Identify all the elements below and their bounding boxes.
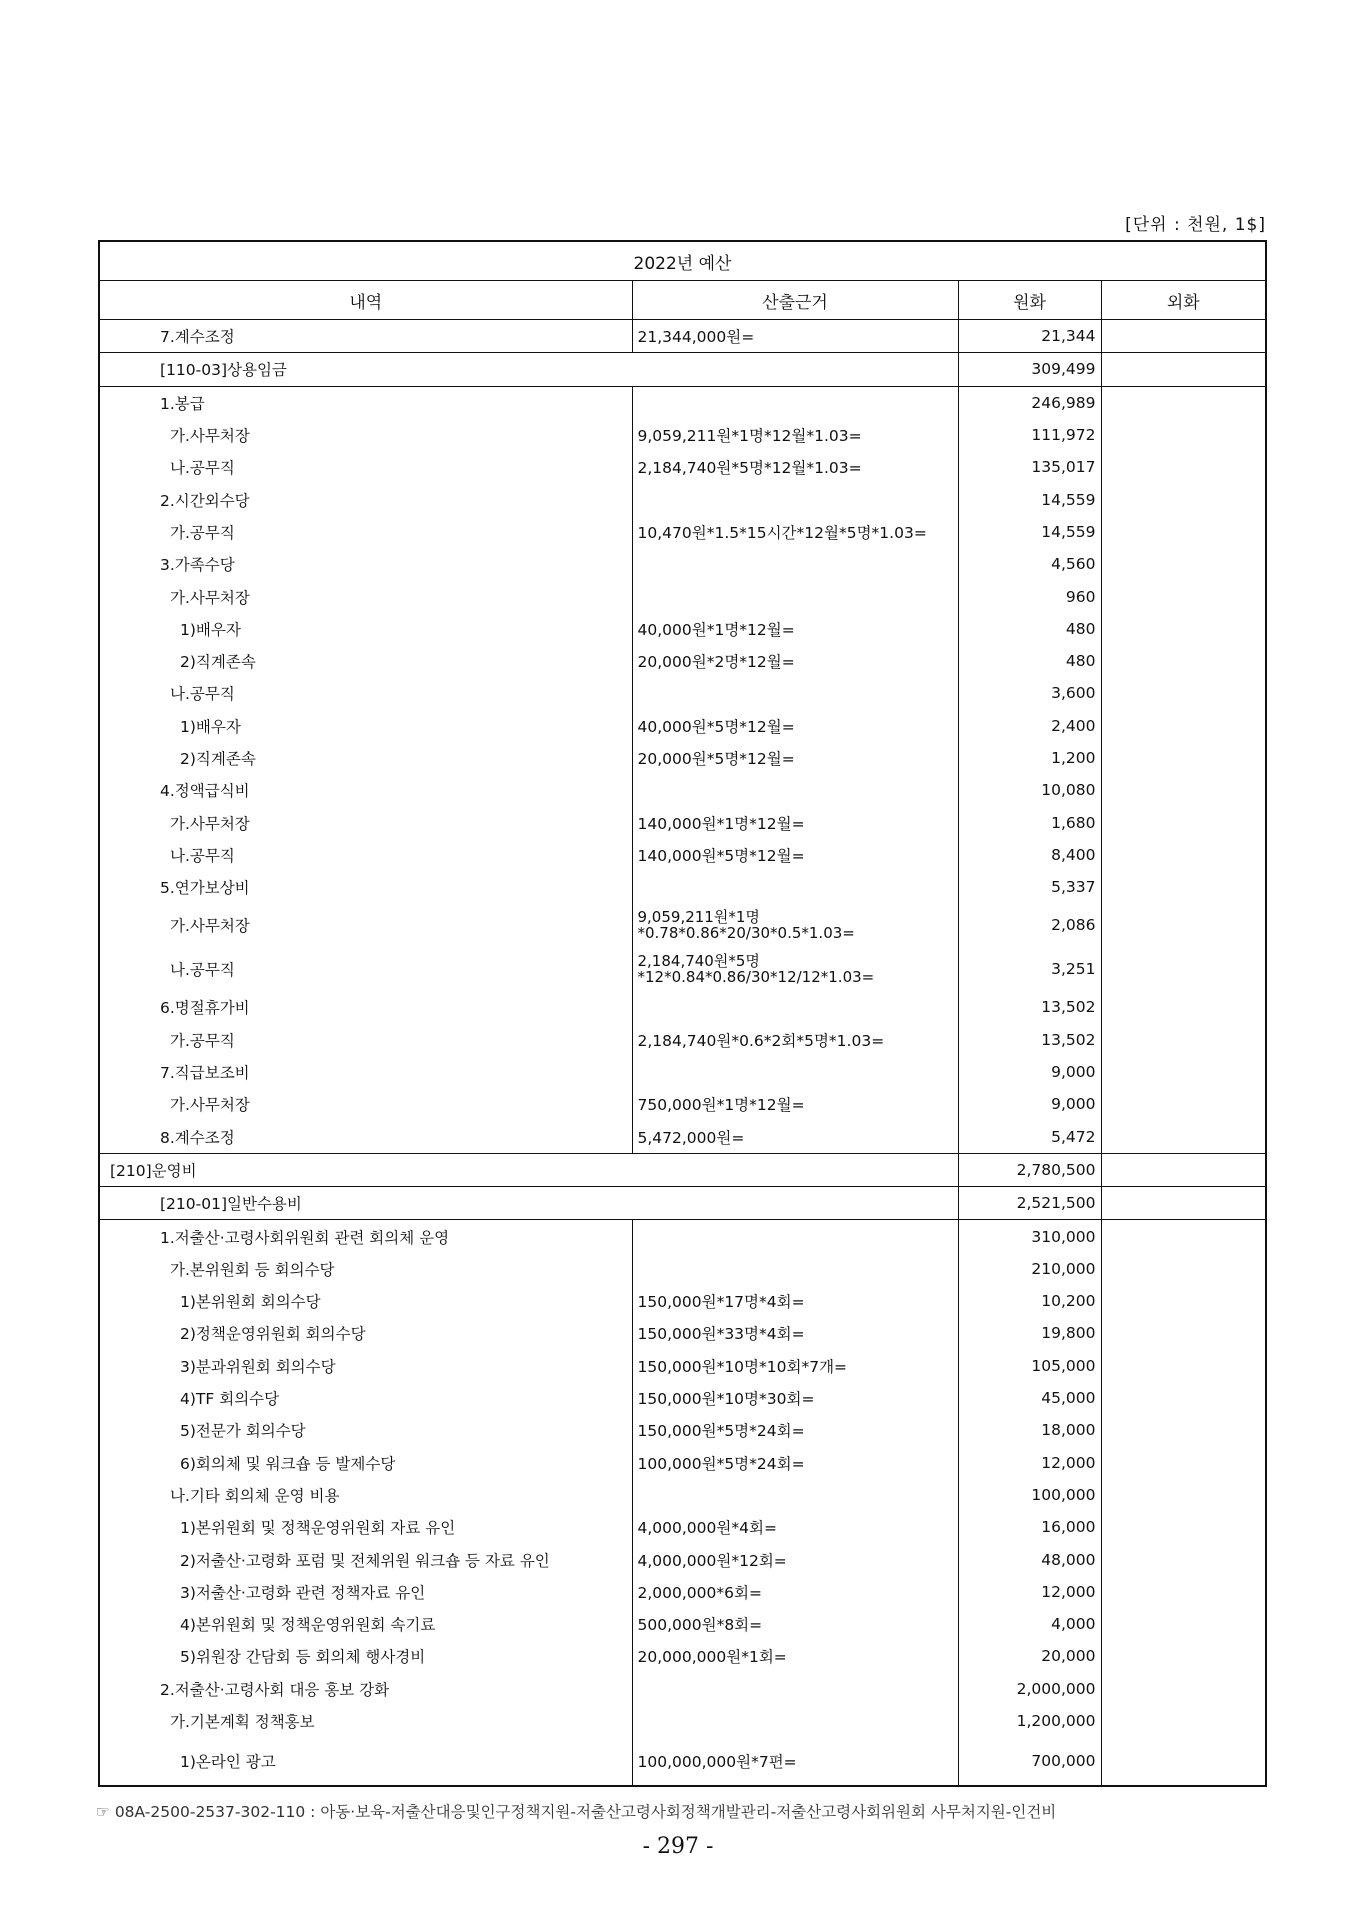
- table-row: [99, 580, 1266, 612]
- row-basis: [632, 386, 958, 419]
- row-krw: 960: [958, 580, 1101, 612]
- row-krw: 1,680: [958, 806, 1101, 838]
- row-krw: 111,972: [958, 419, 1101, 451]
- table-header-row: [99, 281, 1266, 320]
- footnote: ☞ 08A-2500-2537-302-110 : 아동·보육-저출산대응및인구정책지원-저출산고령사회정책개발관리-저출산고령사회위원회 사무처지원-인건비: [96, 1803, 1057, 1821]
- row-fx: [1101, 839, 1266, 871]
- row-fx: [1101, 1350, 1266, 1382]
- page-number: - 297 -: [642, 1834, 714, 1859]
- table-row: [99, 947, 1266, 991]
- row-krw: 5,472: [958, 1121, 1101, 1154]
- row-item: 5)전문가 회의수당: [99, 1414, 632, 1446]
- row-item: 나.기타 회의체 운영 비용: [99, 1479, 632, 1511]
- row-fx: [1101, 1673, 1266, 1705]
- row-krw: 45,000: [958, 1382, 1101, 1414]
- row-basis: [632, 548, 958, 580]
- row-krw: 246,989: [958, 386, 1101, 419]
- row-item: 7.계수조정: [99, 320, 632, 353]
- row-krw: 16,000: [958, 1511, 1101, 1543]
- row-basis: [632, 1705, 958, 1737]
- row-fx: [1101, 806, 1266, 838]
- row-item: 가.공무직: [99, 1024, 632, 1056]
- row-krw: 1,200,000: [958, 1705, 1101, 1737]
- row-fx: [1101, 1543, 1266, 1575]
- row-fx: [1101, 742, 1266, 774]
- row-basis: 20,000원*2명*12월=: [632, 645, 958, 677]
- row-basis: [632, 1056, 958, 1088]
- row-fx: [1101, 386, 1266, 419]
- table-title-row: [99, 241, 1266, 281]
- row-krw: 480: [958, 613, 1101, 645]
- row-basis: 10,470원*1.5*15시간*12월*5명*1.03=: [632, 516, 958, 548]
- row-krw: 8,400: [958, 839, 1101, 871]
- row-fx: [1101, 419, 1266, 451]
- row-fx: [1101, 710, 1266, 742]
- row-basis: [632, 483, 958, 515]
- table-row: [99, 774, 1266, 806]
- row-krw: 310,000: [958, 1220, 1101, 1253]
- row-krw: 480: [958, 645, 1101, 677]
- row-fx: [1101, 645, 1266, 677]
- row-basis: [632, 1253, 958, 1285]
- row-fx: [1101, 483, 1266, 515]
- row-basis: 2,184,740원*5명*12월*1.03=: [632, 451, 958, 483]
- row-krw: 700,000: [958, 1737, 1101, 1786]
- row-basis: 5,472,000원=: [632, 1121, 958, 1154]
- row-item: 2)직계존속: [99, 645, 632, 677]
- table-row: [99, 1640, 1266, 1672]
- row-fx: [1101, 1220, 1266, 1253]
- row-item: 나.공무직: [99, 839, 632, 871]
- table-row: [99, 1187, 1266, 1220]
- row-basis: 150,000원*10명*30회=: [632, 1382, 958, 1414]
- table-row: [99, 1414, 1266, 1446]
- row-basis: [632, 774, 958, 806]
- row-fx: [1101, 613, 1266, 645]
- header-krw: 원화: [958, 281, 1101, 320]
- row-item: 나.공무직: [99, 451, 632, 483]
- row-krw: 12,000: [958, 1576, 1101, 1608]
- row-item: 1)온라인 광고: [99, 1737, 632, 1786]
- row-krw: 3,600: [958, 677, 1101, 709]
- row-fx: [1101, 1024, 1266, 1056]
- row-basis: 150,000원*17명*4회=: [632, 1285, 958, 1317]
- row-krw: 12,000: [958, 1447, 1101, 1479]
- row-basis: 21,344,000원=: [632, 320, 958, 353]
- row-item: 6.명절휴가비: [99, 991, 632, 1023]
- row-krw: 2,000,000: [958, 1673, 1101, 1705]
- row-fx: [1101, 774, 1266, 806]
- row-fx: [1101, 1705, 1266, 1737]
- row-fx: [1101, 451, 1266, 483]
- row-fx: [1101, 1737, 1266, 1786]
- row-krw: 20,000: [958, 1640, 1101, 1672]
- row-fx: [1101, 580, 1266, 612]
- table-row: [99, 483, 1266, 515]
- row-fx: [1101, 1121, 1266, 1154]
- row-basis: 4,000,000원*4회=: [632, 1511, 958, 1543]
- row-fx: [1101, 320, 1266, 353]
- table-row: [99, 1576, 1266, 1608]
- table-row: [99, 419, 1266, 451]
- row-item: [210-01]일반수용비: [99, 1187, 958, 1220]
- row-item: [110-03]상용임금: [99, 353, 958, 386]
- row-fx: [1101, 1511, 1266, 1543]
- table-row: [99, 1088, 1266, 1120]
- row-basis: 2,184,740원*0.6*2회*5명*1.03=: [632, 1024, 958, 1056]
- row-basis: 100,000,000원*7편=: [632, 1737, 958, 1786]
- table-row: [99, 320, 1266, 353]
- row-krw: 100,000: [958, 1479, 1101, 1511]
- row-item: 나.공무직: [99, 947, 632, 991]
- row-krw: 2,400: [958, 710, 1101, 742]
- row-basis: [632, 677, 958, 709]
- row-fx: [1101, 1187, 1266, 1220]
- row-item: 2.시간외수당: [99, 483, 632, 515]
- row-basis: 2,000,000*6회=: [632, 1576, 958, 1608]
- row-krw: 105,000: [958, 1350, 1101, 1382]
- row-krw: 309,499: [958, 353, 1101, 386]
- row-krw: 3,251: [958, 947, 1101, 991]
- row-basis: 40,000원*5명*12월=: [632, 710, 958, 742]
- row-krw: 10,200: [958, 1285, 1101, 1317]
- row-item: 5.연가보상비: [99, 871, 632, 903]
- row-item: 1)배우자: [99, 710, 632, 742]
- row-item: [210]운영비: [99, 1153, 958, 1186]
- row-basis: 2,184,740원*5명*12*0.84*0.86/30*12/12*1.03=: [632, 947, 958, 991]
- row-basis: 150,000원*33명*4회=: [632, 1317, 958, 1349]
- table-row: [99, 1737, 1266, 1786]
- row-fx: [1101, 677, 1266, 709]
- table-row: [99, 1479, 1266, 1511]
- row-krw: 21,344: [958, 320, 1101, 353]
- row-item: 가.본위원회 등 회의수당: [99, 1253, 632, 1285]
- row-fx: [1101, 1253, 1266, 1285]
- row-basis: [632, 1220, 958, 1253]
- row-basis: 9,059,211원*1명*12월*1.03=: [632, 419, 958, 451]
- row-fx: [1101, 947, 1266, 991]
- table-row: [99, 386, 1266, 419]
- row-krw: 135,017: [958, 451, 1101, 483]
- row-basis: 150,000원*10명*10회*7개=: [632, 1350, 958, 1382]
- header-fx: 외화: [1101, 281, 1266, 320]
- row-krw: 13,502: [958, 991, 1101, 1023]
- row-fx: [1101, 871, 1266, 903]
- row-krw: 10,080: [958, 774, 1101, 806]
- table-row: [99, 1220, 1266, 1253]
- row-fx: [1101, 991, 1266, 1023]
- row-item: 4)TF 회의수당: [99, 1382, 632, 1414]
- row-item: 7.직급보조비: [99, 1056, 632, 1088]
- table-row: [99, 1317, 1266, 1349]
- table-title: 2022년 예산: [99, 241, 1266, 281]
- table-row: [99, 353, 1266, 386]
- row-krw: 2,521,500: [958, 1187, 1101, 1220]
- row-basis: [632, 991, 958, 1023]
- row-fx: [1101, 1447, 1266, 1479]
- table-row: [99, 903, 1266, 947]
- row-item: 나.공무직: [99, 677, 632, 709]
- row-krw: 9,000: [958, 1088, 1101, 1120]
- row-fx: [1101, 548, 1266, 580]
- header-item: 내역: [99, 281, 632, 320]
- row-item: 가.사무처장: [99, 1088, 632, 1120]
- row-krw: 14,559: [958, 483, 1101, 515]
- table-row: [99, 1253, 1266, 1285]
- row-basis: 40,000원*1명*12월=: [632, 613, 958, 645]
- row-item: 1)본위원회 회의수당: [99, 1285, 632, 1317]
- row-fx: [1101, 1153, 1266, 1186]
- row-krw: 9,000: [958, 1056, 1101, 1088]
- table-row: [99, 1121, 1266, 1154]
- row-item: 2.저출산·고령사회 대응 홍보 강화: [99, 1673, 632, 1705]
- row-basis: 140,000원*5명*12월=: [632, 839, 958, 871]
- table-row: [99, 1511, 1266, 1543]
- row-item: 1.봉급: [99, 386, 632, 419]
- row-fx: [1101, 1414, 1266, 1446]
- row-krw: 4,560: [958, 548, 1101, 580]
- row-fx: [1101, 1479, 1266, 1511]
- row-item: 2)정책운영위원회 회의수당: [99, 1317, 632, 1349]
- row-fx: [1101, 353, 1266, 386]
- row-item: 8.계수조정: [99, 1121, 632, 1154]
- row-krw: 13,502: [958, 1024, 1101, 1056]
- row-fx: [1101, 1640, 1266, 1672]
- row-fx: [1101, 1608, 1266, 1640]
- row-item: 4.정액급식비: [99, 774, 632, 806]
- row-item: 가.사무처장: [99, 903, 632, 947]
- row-item: 가.사무처장: [99, 580, 632, 612]
- row-item: 3)분과위원회 회의수당: [99, 1350, 632, 1382]
- row-item: 1)배우자: [99, 613, 632, 645]
- table-row: [99, 1608, 1266, 1640]
- row-item: 3)저출산·고령화 관련 정책자료 유인: [99, 1576, 632, 1608]
- table-row: [99, 1024, 1266, 1056]
- row-krw: 210,000: [958, 1253, 1101, 1285]
- row-item: 4)본위원회 및 정책운영위원회 속기료: [99, 1608, 632, 1640]
- row-basis: 100,000원*5명*24회=: [632, 1447, 958, 1479]
- row-basis: 20,000,000원*1회=: [632, 1640, 958, 1672]
- table-row: [99, 451, 1266, 483]
- table-row: [99, 613, 1266, 645]
- row-basis: 750,000원*1명*12월=: [632, 1088, 958, 1120]
- row-fx: [1101, 516, 1266, 548]
- row-basis: 140,000원*1명*12월=: [632, 806, 958, 838]
- row-basis: 20,000원*5명*12월=: [632, 742, 958, 774]
- table-row: [99, 710, 1266, 742]
- row-item: 2)직계존속: [99, 742, 632, 774]
- table-row: [99, 645, 1266, 677]
- row-basis: [632, 871, 958, 903]
- row-krw: 4,000: [958, 1608, 1101, 1640]
- row-item: 가.공무직: [99, 516, 632, 548]
- table-row: [99, 1447, 1266, 1479]
- row-basis: [632, 580, 958, 612]
- row-basis: 9,059,211원*1명*0.78*0.86*20/30*0.5*1.03=: [632, 903, 958, 947]
- table-row: [99, 1153, 1266, 1186]
- row-fx: [1101, 903, 1266, 947]
- row-basis: [632, 1673, 958, 1705]
- table-row: [99, 677, 1266, 709]
- table-row: [99, 548, 1266, 580]
- row-item: 가.사무처장: [99, 419, 632, 451]
- table-row: [99, 806, 1266, 838]
- row-item: 3.가족수당: [99, 548, 632, 580]
- row-krw: 14,559: [958, 516, 1101, 548]
- row-fx: [1101, 1056, 1266, 1088]
- row-basis: 4,000,000원*12회=: [632, 1543, 958, 1575]
- row-item: 2)저출산·고령화 포럼 및 전체위원 워크숍 등 자료 유인: [99, 1543, 632, 1575]
- table-row: [99, 1350, 1266, 1382]
- row-item: 1)본위원회 및 정책운영위원회 자료 유인: [99, 1511, 632, 1543]
- header-basis: 산출근거: [632, 281, 958, 320]
- row-krw: 18,000: [958, 1414, 1101, 1446]
- unit-label: [단위 : 천원, 1$]: [1125, 215, 1266, 235]
- row-krw: 2,086: [958, 903, 1101, 947]
- budget-table: [98, 240, 1267, 1787]
- row-fx: [1101, 1317, 1266, 1349]
- row-krw: 5,337: [958, 871, 1101, 903]
- table-row: [99, 1673, 1266, 1705]
- table-row: [99, 1056, 1266, 1088]
- table-row: [99, 1543, 1266, 1575]
- row-krw: 48,000: [958, 1543, 1101, 1575]
- row-item: 가.기본계획 정책홍보: [99, 1705, 632, 1737]
- row-basis: 150,000원*5명*24회=: [632, 1414, 958, 1446]
- table-row: [99, 871, 1266, 903]
- row-item: 1.저출산·고령사회위원회 관련 회의체 운영: [99, 1220, 632, 1253]
- row-fx: [1101, 1285, 1266, 1317]
- row-item: 6)회의체 및 워크숍 등 발제수당: [99, 1447, 632, 1479]
- table-row: [99, 1705, 1266, 1737]
- row-krw: 19,800: [958, 1317, 1101, 1349]
- row-fx: [1101, 1576, 1266, 1608]
- table-row: [99, 839, 1266, 871]
- row-fx: [1101, 1088, 1266, 1120]
- row-krw: 2,780,500: [958, 1153, 1101, 1186]
- table-row: [99, 742, 1266, 774]
- table-row: [99, 1382, 1266, 1414]
- row-basis: [632, 1479, 958, 1511]
- row-basis: 500,000원*8회=: [632, 1608, 958, 1640]
- row-item: 5)위원장 간담회 등 회의체 행사경비: [99, 1640, 632, 1672]
- row-item: 가.사무처장: [99, 806, 632, 838]
- row-krw: 1,200: [958, 742, 1101, 774]
- row-fx: [1101, 1382, 1266, 1414]
- table-row: [99, 516, 1266, 548]
- table-row: [99, 1285, 1266, 1317]
- table-row: [99, 991, 1266, 1023]
